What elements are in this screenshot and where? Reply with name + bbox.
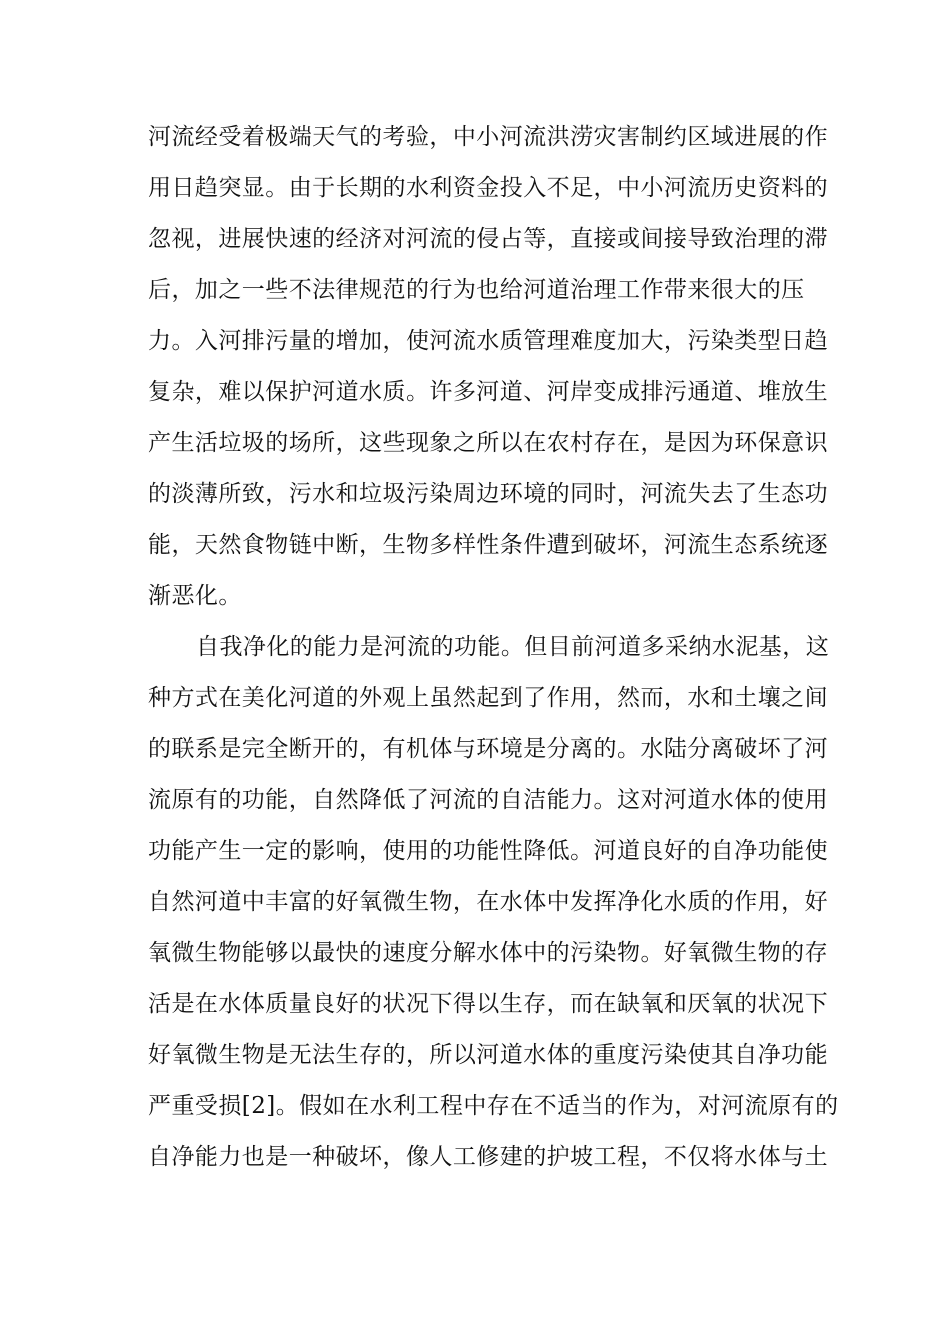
paragraph-2-line-10: 严重受损[2]。假如在水利工程中存在不适当的作为，对河流原有的 — [148, 1093, 839, 1119]
paragraph-2-line-3: 的联系是完全断开的，有机体与环境是分离的。水陆分离破坏了河 — [148, 736, 829, 762]
paragraph-1-line-5: 力。入河排污量的增加，使河流水质管理难度加大，污染类型日趋 — [148, 328, 829, 354]
paragraph-2-line-5: 功能产生一定的影响，使用的功能性降低。河道良好的自净功能使 — [148, 838, 829, 864]
paragraph-1-line-2: 用日趋突显。由于长期的水利资金投入不足，中小河流历史资料的 — [148, 175, 829, 201]
paragraph-2-line-1: 自我净化的能力是河流的功能。但目前河道多采纳水泥基，这 — [196, 634, 830, 660]
paragraph-2-line-11: 自净能力也是一种破坏，像人工修建的护坡工程，不仅将水体与土 — [148, 1144, 829, 1170]
paragraph-1-line-8: 的淡薄所致，污水和垃圾污染周边环境的同时，河流失去了生态功 — [148, 481, 829, 507]
paragraph-2-line-2: 种方式在美化河道的外观上虽然起到了作用，然而，水和土壤之间 — [148, 685, 829, 711]
paragraph-2-line-9: 好氧微生物是无法生存的，所以河道水体的重度污染使其自净功能 — [148, 1042, 829, 1068]
paragraph-1-line-6: 复杂，难以保护河道水质。许多河道、河岸变成排污通道、堆放生 — [148, 379, 829, 405]
paragraph-1-line-1: 河流经受着极端天气的考验，中小河流洪涝灾害制约区域进展的作 — [148, 124, 829, 150]
paragraph-1-line-9: 能，天然食物链中断，生物多样性条件遭到破坏，河流生态系统逐 — [148, 532, 829, 558]
paragraph-1-line-3: 忽视，进展快速的经济对河流的侵占等，直接或间接导致治理的滞 — [148, 226, 829, 252]
paragraph-2-line-7: 氧微生物能够以最快的速度分解水体中的污染物。好氧微生物的存 — [148, 940, 829, 966]
paragraph-2-line-4: 流原有的功能，自然降低了河流的自洁能力。这对河道水体的使用 — [148, 787, 829, 813]
paragraph-1-line-7: 产生活垃圾的场所，这些现象之所以在农村存在，是因为环保意识 — [148, 430, 829, 456]
paragraph-2-line-6: 自然河道中丰富的好氧微生物，在水体中发挥净化水质的作用，好 — [148, 889, 829, 915]
paragraph-1-line-10: 渐恶化。 — [148, 583, 242, 609]
paragraph-1-line-4: 后，加之一些不法律规范的行为也给河道治理工作带来很大的压 — [148, 277, 805, 303]
paragraph-2-line-8: 活是在水体质量良好的状况下得以生存，而在缺氧和厌氧的状况下 — [148, 991, 829, 1017]
